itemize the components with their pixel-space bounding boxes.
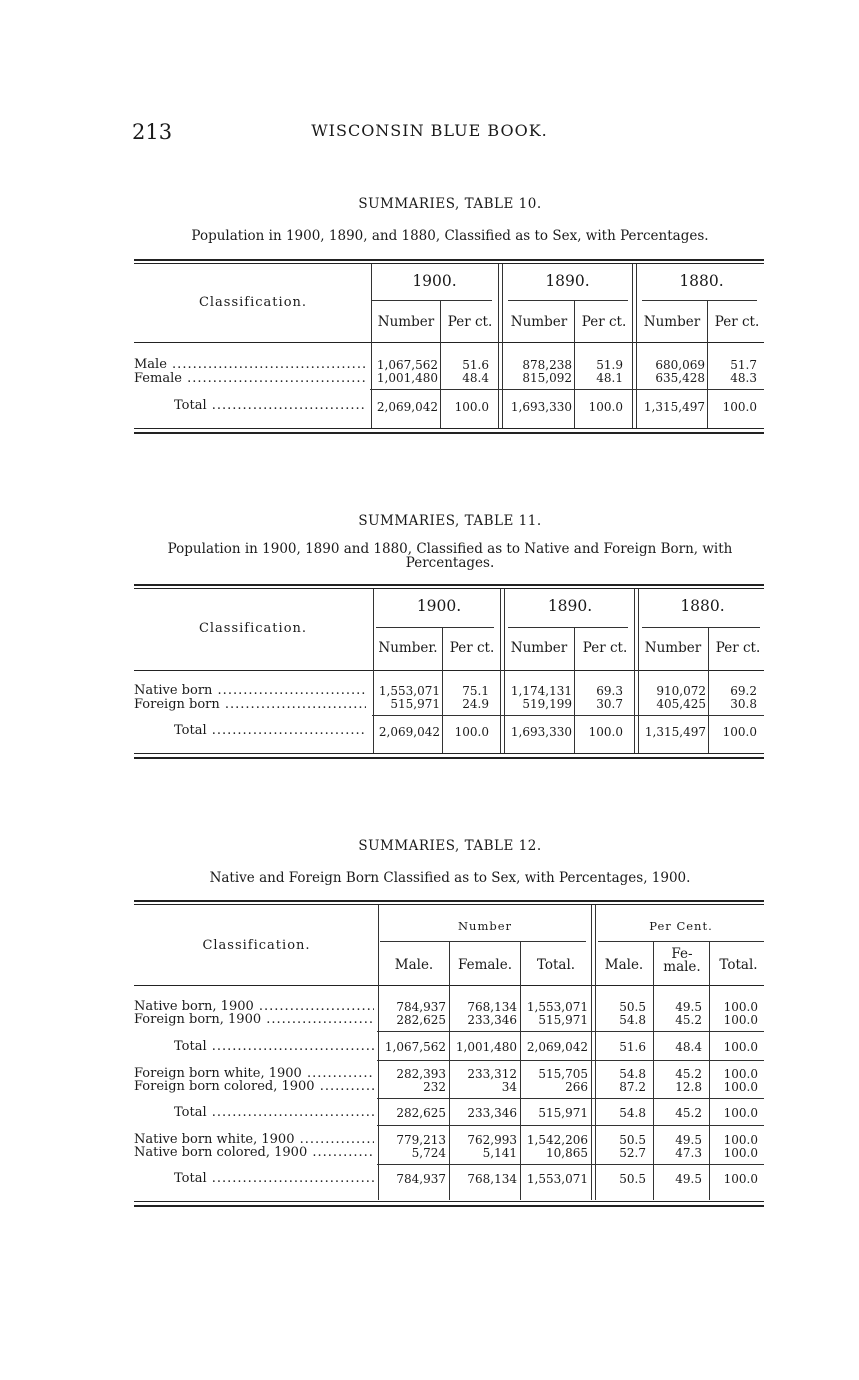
male-header: Male. — [394, 957, 434, 973]
row-label: Native born colored, 1900 ..... — [134, 1145, 374, 1160]
female-pct-header-line2: male. — [663, 959, 701, 975]
percent-header: Per ct. — [714, 314, 760, 330]
cell: 1,553,071 — [526, 1000, 588, 1014]
cell: 51.9 — [596, 358, 623, 372]
cell: 282,625 — [396, 1106, 446, 1120]
year-header-1890: 1890. — [547, 597, 593, 615]
cell: 515,971 — [390, 697, 440, 711]
cell: 519,199 — [522, 697, 572, 711]
cell: 1,067,562 — [376, 358, 438, 372]
cell: 69.2 — [730, 684, 757, 698]
number-header: Number — [643, 314, 701, 330]
cell: 233,312 — [467, 1067, 517, 1081]
cell: 233,346 — [467, 1106, 517, 1120]
cell: 5,141 — [482, 1146, 517, 1160]
percent-group-header: Per Cent. — [649, 919, 713, 933]
row-label: Foreign born ..... — [134, 697, 366, 712]
number-header: Number — [377, 314, 435, 330]
cell: 5,724 — [411, 1146, 446, 1160]
table-10-title: SUMMARIES, TABLE 10. — [358, 196, 542, 212]
cell: 100.0 — [454, 725, 489, 739]
table-11-subtitle-cont: Percentages. — [405, 555, 495, 571]
row-label: Total ..... — [174, 1039, 374, 1054]
cell: 1,542,206 — [526, 1133, 588, 1147]
cell: 12.8 — [675, 1080, 702, 1094]
year-header-1900: 1900. — [416, 597, 462, 615]
cell: 75.1 — [462, 684, 489, 698]
cell: 34 — [501, 1080, 517, 1094]
cell: 878,238 — [522, 358, 572, 372]
cell: 1,067,562 — [384, 1040, 446, 1054]
cell: 100.0 — [723, 1133, 758, 1147]
row-label: Foreign born white, 1900 ..... — [134, 1066, 374, 1081]
cell: 1,553,071 — [378, 684, 440, 698]
cell: 405,425 — [656, 697, 706, 711]
cell: 680,069 — [655, 358, 705, 372]
cell: 100.0 — [723, 1067, 758, 1081]
cell: 515,705 — [538, 1067, 588, 1081]
cell: 50.5 — [619, 1000, 646, 1014]
cell: 784,937 — [396, 1172, 446, 1186]
cell: 30.8 — [730, 697, 757, 711]
total-header: Total. — [536, 957, 576, 973]
cell: 100.0 — [588, 400, 623, 414]
cell: 54.8 — [619, 1106, 646, 1120]
cell: 30.7 — [596, 697, 623, 711]
cell: 2,069,042 — [526, 1040, 588, 1054]
classification-header: Classification. — [198, 295, 308, 310]
cell: 10,865 — [546, 1146, 588, 1160]
row-label: Female ..... — [134, 371, 366, 386]
cell: 100.0 — [723, 1000, 758, 1014]
percent-header: Per ct. — [449, 640, 495, 656]
cell: 266 — [565, 1080, 588, 1094]
cell: 100.0 — [454, 400, 489, 414]
number-header: Number. — [378, 640, 438, 656]
running-title: WISCONSIN BLUE BOOK. — [311, 121, 548, 140]
classification-header: Classification. — [198, 621, 308, 636]
cell: 48.4 — [462, 371, 489, 385]
number-group-header: Number — [457, 919, 513, 933]
cell: 233,346 — [467, 1013, 517, 1027]
cell: 515,971 — [538, 1013, 588, 1027]
cell: 1,693,330 — [510, 400, 572, 414]
cell: 50.5 — [619, 1172, 646, 1186]
page-number: 213 — [132, 120, 173, 144]
cell: 49.5 — [675, 1000, 702, 1014]
percent-header: Per ct. — [447, 314, 493, 330]
cell: 45.2 — [675, 1106, 702, 1120]
row-label: Foreign born colored, 1900 ..... — [134, 1079, 374, 1094]
cell: 100.0 — [722, 725, 757, 739]
percent-header: Per ct. — [582, 640, 628, 656]
cell: 51.6 — [619, 1040, 646, 1054]
cell: 762,993 — [467, 1133, 517, 1147]
table-10-subtitle: Population in 1900, 1890, and 1880, Classified as to Sex, with Percentages. — [191, 228, 709, 244]
cell: 52.7 — [619, 1146, 646, 1160]
table-12-subtitle: Native and Foreign Born Classified as to Sex, with Percentages, 1900. — [209, 870, 691, 886]
year-header-1880: 1880. — [679, 272, 724, 290]
cell: 910,072 — [656, 684, 706, 698]
table-11-subtitle: Population in 1900, 1890 and 1880, Classified as to Native and Foreign Born, with — [167, 541, 733, 557]
cell: 1,174,131 — [510, 684, 572, 698]
row-label: Native born ..... — [134, 683, 366, 698]
percent-header: Per ct. — [581, 314, 627, 330]
cell: 49.5 — [675, 1133, 702, 1147]
year-header-1900: 1900. — [412, 272, 457, 290]
cell: 45.2 — [675, 1013, 702, 1027]
cell: 50.5 — [619, 1133, 646, 1147]
cell: 100.0 — [588, 725, 623, 739]
cell: 49.5 — [675, 1172, 702, 1186]
cell: 100.0 — [723, 1146, 758, 1160]
cell: 779,213 — [396, 1133, 446, 1147]
cell: 1,001,480 — [455, 1040, 517, 1054]
classification-header: Classification. — [202, 938, 311, 953]
cell: 100.0 — [722, 400, 757, 414]
cell: 24.9 — [462, 697, 489, 711]
cell: 48.4 — [675, 1040, 702, 1054]
male-pct-header: Male. — [604, 957, 644, 973]
cell: 100.0 — [723, 1106, 758, 1120]
number-header: Number — [510, 314, 568, 330]
row-label: Total ..... — [174, 723, 366, 738]
cell: 635,428 — [655, 371, 705, 385]
row-label: Foreign born, 1900 ..... — [134, 1012, 374, 1027]
female-pct-header-line1: Fe- — [671, 946, 693, 962]
total-pct-header: Total. — [719, 957, 758, 973]
cell: 48.1 — [596, 371, 623, 385]
row-label: Total ..... — [174, 398, 366, 413]
cell: 1,001,480 — [376, 371, 438, 385]
cell: 100.0 — [723, 1080, 758, 1094]
cell: 1,693,330 — [510, 725, 572, 739]
female-pct-header — [655, 948, 709, 974]
row-label: Native born, 1900 ..... — [134, 999, 374, 1014]
percent-header: Per ct. — [715, 640, 761, 656]
cell: 100.0 — [723, 1172, 758, 1186]
cell: 2,069,042 — [376, 400, 438, 414]
cell: 100.0 — [723, 1013, 758, 1027]
cell: 51.6 — [462, 358, 489, 372]
cell: 282,393 — [396, 1067, 446, 1081]
cell: 232 — [423, 1080, 446, 1094]
cell: 1,553,071 — [526, 1172, 588, 1186]
cell: 100.0 — [723, 1040, 758, 1054]
cell: 47.3 — [675, 1146, 702, 1160]
cell: 1,315,497 — [643, 400, 705, 414]
table-11-title: SUMMARIES, TABLE 11. — [358, 513, 542, 529]
cell: 69.3 — [596, 684, 623, 698]
year-header-1890: 1890. — [545, 272, 590, 290]
row-label: Total ..... — [174, 1105, 374, 1120]
cell: 1,315,497 — [644, 725, 706, 739]
female-header: Female. — [457, 957, 513, 973]
row-label: Native born white, 1900 ..... — [134, 1132, 374, 1147]
number-header: Number — [510, 640, 568, 656]
cell: 54.8 — [619, 1013, 646, 1027]
row-label: Total ..... — [174, 1171, 374, 1186]
cell: 48.3 — [730, 371, 757, 385]
cell: 768,134 — [467, 1000, 517, 1014]
cell: 282,625 — [396, 1013, 446, 1027]
row-label: Male ..... — [134, 357, 366, 372]
cell: 784,937 — [396, 1000, 446, 1014]
year-header-1880: 1880. — [680, 597, 725, 615]
cell: 815,092 — [522, 371, 572, 385]
cell: 87.2 — [619, 1080, 646, 1094]
cell: 51.7 — [730, 358, 757, 372]
number-header: Number — [644, 640, 702, 656]
cell: 54.8 — [619, 1067, 646, 1081]
cell: 515,971 — [538, 1106, 588, 1120]
table-12-title: SUMMARIES, TABLE 12. — [358, 838, 542, 854]
cell: 768,134 — [467, 1172, 517, 1186]
cell: 45.2 — [675, 1067, 702, 1081]
cell: 2,069,042 — [378, 725, 440, 739]
